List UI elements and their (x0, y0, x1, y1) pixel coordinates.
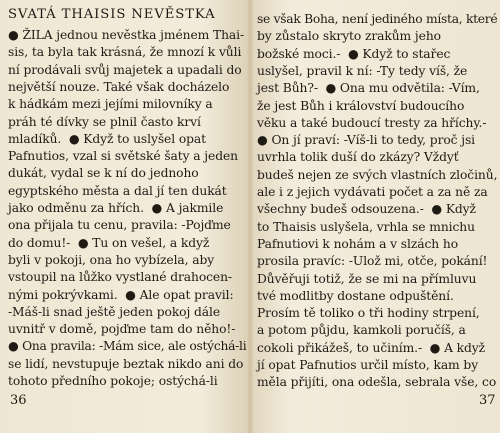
text-line: ona přijala tu cenu, pravila: -Pojďme (8, 218, 231, 233)
text-line: božské moci.- ● Když to stařec (257, 46, 451, 61)
page-number-left: 36 (10, 393, 27, 408)
text-line: Pafnutios, vzal si světské šaty a jeden (8, 149, 238, 164)
text-line: cokoli přikážeš, to učiním.- ● A když (257, 340, 486, 355)
text-line: tohoto předního pokoje; ostýchá-li (8, 374, 218, 388)
text-line: že jest Bůh i království budoucího (257, 98, 465, 113)
text-line: nými pokrývkami. ● Ale opat pravil: (8, 287, 234, 302)
text-line: by zůstalo skryto zrakům jeho (257, 29, 441, 44)
text-line: k hádkám mezi jejími milovníky a (8, 97, 213, 112)
text-line: věku a také budoucí tresty za hříchy.- (257, 115, 487, 130)
text-line: uslyšel, pravil k ní: -Ty tedy víš, že (257, 63, 468, 78)
text-line: prosila pravíc: -Ulož mi, otče, pokání! (257, 254, 488, 269)
text-line: ● Ona pravila: -Mám sice, ale ostýchá-li (8, 339, 247, 354)
text-line: ● On jí praví: -Víš-li to tedy, proč jsi (257, 133, 476, 148)
text-line: vstoupil na lůžko vystlané drahocen- (8, 270, 232, 285)
text-line: jest Bůh?- ● Ona mu odvětila: -Vím, (257, 81, 480, 96)
text-line: jí opat Pafnutios určil místo, kam by (257, 358, 479, 372)
text-line: největší nouze. Také však docházelo (8, 79, 230, 94)
text-line: dukát, vydal se k ní do jednoho (8, 166, 199, 181)
text-line: ní prodávali svůj majetek a upadali do (8, 62, 242, 77)
text-line: -Máš-li snad ještě jeden pokoj dále (8, 304, 221, 319)
text-line: ● ŽILA jednou nevěstka jménem Thai- (8, 28, 245, 42)
text-line: uvrhla tolik duší do zkázy? Vždyť (257, 150, 459, 165)
text-line: sis, ta byla tak krásná, že mnozí k vůli (8, 45, 242, 60)
page-number-right: 37 (479, 393, 496, 408)
text-line: všechny budeš odsouzena.- ● Když (257, 202, 476, 217)
text-line: egyptského města a dal jí ten dukát (8, 183, 227, 198)
text-line: a potom půjdu, kamkoli poručíš, a (257, 323, 466, 338)
text-line: se lidí, nevstupuje beztak nikdo ani do (8, 356, 244, 371)
text-line: uvnitř v domě, pojďme tam do něho!- (8, 322, 236, 337)
chapter-title: SVATÁ THAISIS NEVĚSTKA (8, 7, 216, 22)
text-line: byli v pokoji, ona ho vybízela, aby (8, 252, 215, 267)
text-line: měla přijíti, ona odešla, sebrala vše, co (257, 375, 497, 390)
text-line: mladíků. ● Když to uslyšel opat (8, 131, 206, 146)
text-line: se však Boha, není jediného místa, které (257, 12, 498, 26)
text-line: tvé modlitby dostane odpuštění. (257, 288, 454, 303)
text-line: práh té dívky se plnil často krví (8, 114, 201, 129)
right-page (251, 0, 500, 433)
text-line: ale i z jejich vydávati počet a za ně za (257, 185, 488, 199)
text-line: Pafnutiovi k nohám a v slzách ho (257, 236, 459, 251)
text-line: budeš nejen ze svých vlastních zločinů, (257, 167, 498, 182)
left-page (0, 0, 249, 433)
text-line: jako odměnu za hřích. ● A jakmile (8, 201, 224, 215)
text-line: to Thaisis uslyšela, vrhla se mnichu (257, 219, 475, 234)
text-line: do domu!- ● Tu on vešel, a když (8, 235, 210, 250)
text-line: Důvěřuji totiž, že se mi na přímluvu (257, 271, 477, 286)
text-line: Prosím tě toliko o tři hodiny strpení, (257, 306, 480, 321)
